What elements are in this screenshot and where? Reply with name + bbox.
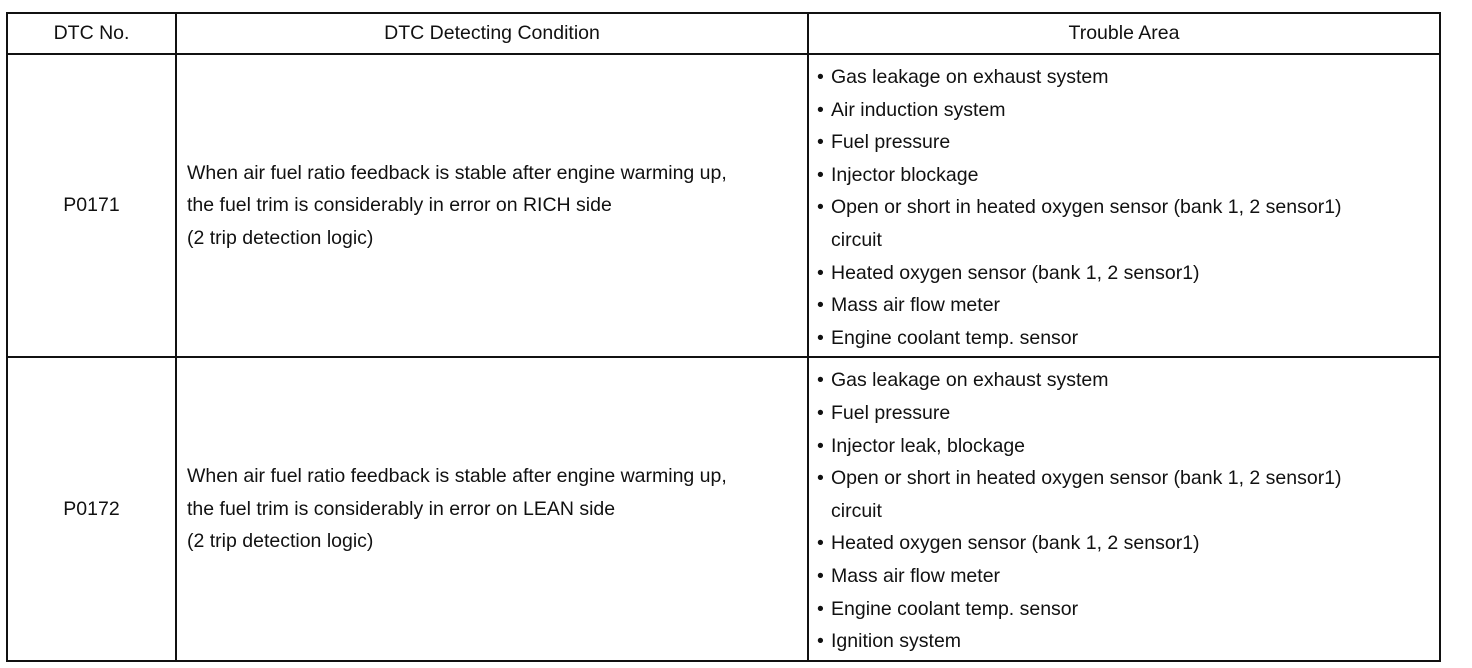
trouble-area-cell	[808, 54, 1440, 357]
trouble-area-text: Open or short in heated oxygen sensor (bank 1, 2 sensor1)	[831, 467, 1342, 490]
list-item	[817, 560, 1439, 593]
list-item	[817, 397, 1439, 430]
list-item	[817, 322, 1439, 355]
bullet-icon: •	[817, 261, 824, 284]
trouble-area-text: Mass air flow meter	[831, 564, 1001, 587]
trouble-area-text: Fuel pressure	[831, 401, 951, 424]
list-item	[817, 61, 1439, 94]
bullet-icon: •	[817, 196, 824, 219]
table-row	[7, 54, 1440, 357]
trouble-area-text: Heated oxygen sensor (bank 1, 2 sensor1)	[831, 532, 1200, 555]
bullet-icon: •	[817, 163, 824, 186]
trouble-area-continuation: circuit	[831, 228, 882, 251]
condition-line: the fuel trim is considerably in error on LEAN side	[187, 497, 616, 520]
dtc-number-cell: P0171	[7, 54, 176, 357]
bullet-icon: •	[817, 597, 824, 620]
trouble-area-text: Engine coolant temp. sensor	[831, 326, 1079, 349]
bullet-icon: •	[817, 564, 824, 587]
detecting-condition-cell	[176, 357, 808, 660]
bullet-icon: •	[817, 467, 824, 490]
bullet-icon: •	[817, 630, 824, 653]
bullet-icon: •	[817, 326, 824, 349]
trouble-area-cell	[808, 357, 1440, 660]
dtc-table	[6, 12, 1441, 662]
list-item	[817, 430, 1439, 463]
condition-line: the fuel trim is considerably in error on RICH side	[187, 194, 612, 217]
trouble-area-list	[817, 364, 1439, 657]
trouble-area-text: Mass air flow meter	[831, 294, 1001, 317]
list-item	[817, 126, 1439, 159]
header-row	[7, 13, 1440, 54]
list-item	[817, 462, 1439, 527]
bullet-icon: •	[817, 434, 824, 457]
condition-line: When air fuel ratio feedback is stable after engine warming up,	[187, 465, 727, 488]
trouble-area-text: Open or short in heated oxygen sensor (bank 1, 2 sensor1)	[831, 196, 1342, 219]
bullet-icon: •	[817, 294, 824, 317]
list-item	[817, 364, 1439, 397]
condition-line: When air fuel ratio feedback is stable after engine warming up,	[187, 161, 727, 184]
dtc-number-cell: P0172	[7, 357, 176, 660]
trouble-area-text: Fuel pressure	[831, 131, 951, 154]
trouble-area-text: Engine coolant temp. sensor	[831, 597, 1079, 620]
header-detecting-condition: DTC Detecting Condition	[176, 13, 808, 54]
trouble-area-text: Injector leak, blockage	[831, 434, 1026, 457]
trouble-area-text: Gas leakage on exhaust system	[831, 369, 1109, 392]
trouble-area-text: Injector blockage	[831, 163, 979, 186]
list-item	[817, 289, 1439, 322]
bullet-icon: •	[817, 401, 824, 424]
bullet-icon: •	[817, 131, 824, 154]
list-item	[817, 257, 1439, 290]
list-item	[817, 191, 1439, 256]
list-item	[817, 159, 1439, 192]
list-item	[817, 625, 1439, 658]
trouble-area-text: Gas leakage on exhaust system	[831, 66, 1109, 88]
trouble-area-list	[817, 61, 1439, 354]
header-trouble-area: Trouble Area	[808, 13, 1440, 54]
bullet-icon: •	[817, 66, 824, 88]
bullet-icon: •	[817, 98, 824, 121]
table-row	[7, 357, 1440, 660]
list-item	[817, 593, 1439, 626]
trouble-area-continuation: circuit	[831, 499, 882, 522]
list-item	[817, 94, 1439, 127]
bullet-icon: •	[817, 532, 824, 555]
condition-line: (2 trip detection logic)	[187, 530, 374, 553]
trouble-area-text: Heated oxygen sensor (bank 1, 2 sensor1)	[831, 261, 1200, 284]
trouble-area-text: Ignition system	[831, 630, 962, 653]
trouble-area-text: Air induction system	[831, 98, 1006, 121]
detecting-condition-cell	[176, 54, 808, 357]
header-dtc-no: DTC No.	[7, 13, 176, 54]
list-item	[817, 527, 1439, 560]
condition-line: (2 trip detection logic)	[187, 226, 374, 249]
bullet-icon: •	[817, 369, 824, 392]
